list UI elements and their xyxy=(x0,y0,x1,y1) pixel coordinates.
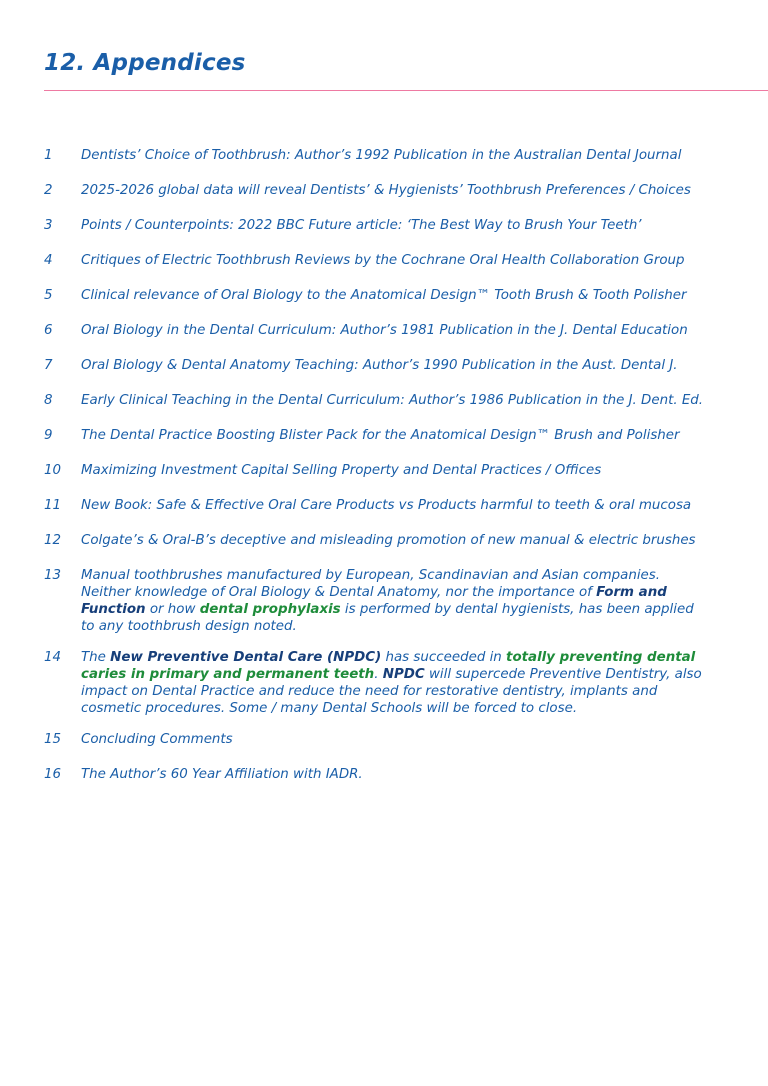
item-text: Oral Biology in the Dental Curriculum: Author’s 1981 Publication in the J. Dental Education xyxy=(81,323,688,338)
item-text: Concluding Comments xyxy=(81,732,233,747)
item-number: 13 xyxy=(44,568,62,583)
item-text xyxy=(81,567,709,635)
item-number: 2 xyxy=(44,183,53,198)
item-text: Clinical relevance of Oral Biology to the Anatomical Design™ Tooth Brush & Tooth Polisher xyxy=(81,288,687,303)
page-title: 12. Appendices xyxy=(44,50,246,76)
item-number: 8 xyxy=(44,393,53,408)
item-text: New Book: Safe & Effective Oral Care Products vs Products harmful to teeth & oral mucosa xyxy=(81,498,692,513)
item-number: 5 xyxy=(44,288,53,303)
item-text: Oral Biology & Dental Anatomy Teaching: Author’s 1990 Publication in the Aust. Dental J. xyxy=(81,358,678,373)
item-number: 15 xyxy=(44,732,62,747)
item-number: 12 xyxy=(44,533,62,548)
item-number: 14 xyxy=(44,650,62,665)
item-number: 3 xyxy=(44,218,53,233)
emphasis-npdc-full: New Preventive Dental Care (NPDC) xyxy=(110,650,382,665)
item-text-segment: . xyxy=(374,667,383,682)
item-text: Dentists’ Choice of Toothbrush: Author’s 1992 Publication in the Australian Dental Journal xyxy=(81,148,682,163)
emphasis-npdc: NPDC xyxy=(382,667,425,682)
item-number: 4 xyxy=(44,253,53,268)
item-text xyxy=(81,649,709,717)
item-text-segment: will supercede Preventive Dentistry, also impact on Dental Practice and reduce the need for restorative dentistry, implants and cosmetic procedures. Some / many Dental Schools will be forced to close. xyxy=(81,667,702,716)
item-text: 2025-2026 global data will reveal Dentists’ & Hygienists’ Toothbrush Preferences / Choices xyxy=(81,183,691,198)
item-text: Colgate’s & Oral-B’s deceptive and misleading promotion of new manual & electric brushes xyxy=(81,533,696,548)
item-number: 11 xyxy=(44,498,62,513)
title-divider xyxy=(44,90,768,91)
item-number: 7 xyxy=(44,358,53,373)
item-number: 9 xyxy=(44,428,53,443)
item-text: Points / Counterpoints: 2022 BBC Future article: ‘The Best Way to Brush Your Teeth’ xyxy=(81,218,642,233)
item-text-segment: is performed by dental hygienists, has been applied to any toothbrush design noted. xyxy=(81,602,694,634)
item-text: The Author’s 60 Year Affiliation with IADR. xyxy=(81,767,363,782)
item-text: Maximizing Investment Capital Selling Property and Dental Practices / Offices xyxy=(81,463,602,478)
item-number: 16 xyxy=(44,767,62,782)
item-text: Early Clinical Teaching in the Dental Curriculum: Author’s 1986 Publication in the J. Dent. Ed. xyxy=(81,393,704,408)
item-text: The Dental Practice Boosting Blister Pack for the Anatomical Design™ Brush and Polisher xyxy=(81,428,680,443)
item-number: 1 xyxy=(44,148,53,163)
emphasis-form-and-function: Form and Function xyxy=(81,585,667,617)
item-text-segment: Manual toothbrushes manufactured by European, Scandinavian and Asian companies. Neither knowledge of Oral Biology & Dental Anatomy, nor the importance of xyxy=(81,568,661,600)
item-number: 6 xyxy=(44,323,53,338)
item-text-segment: has succeeded in xyxy=(381,650,507,665)
emphasis-caries-prevention: totally preventing dental caries in primary and permanent teeth xyxy=(81,650,696,682)
emphasis-dental-prophylaxis: dental prophylaxis xyxy=(199,602,341,617)
item-text-segment: or how xyxy=(145,602,200,617)
item-text-segment: The xyxy=(81,650,111,665)
item-number: 10 xyxy=(44,463,62,478)
item-text: Critiques of Electric Toothbrush Reviews by the Cochrane Oral Health Collaboration Group xyxy=(81,253,685,268)
